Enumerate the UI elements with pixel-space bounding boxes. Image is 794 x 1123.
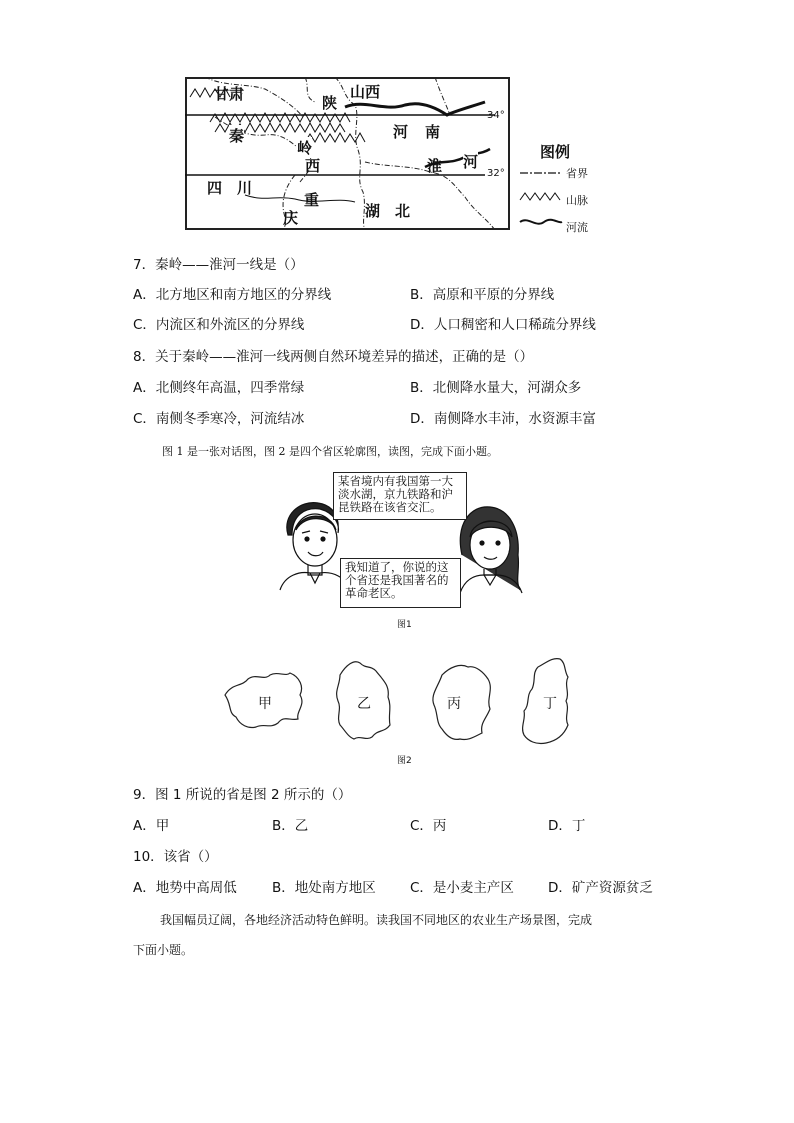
q10-stem: 10．该省（） — [133, 849, 218, 865]
q10-option-d: D．矿产资源贫乏 — [548, 880, 653, 896]
province-outline-bing — [433, 665, 490, 739]
q7-option-d: D．人口稠密和人口稀疏分界线 — [410, 317, 596, 333]
rivers — [245, 102, 490, 202]
girl-figure — [460, 507, 522, 593]
q9-option-d: D．丁 — [548, 818, 586, 834]
q8-stem: 8．关于秦岭——淮河一线两侧自然环境差异的描述，正确的是（） — [133, 349, 534, 365]
intro2-line1: 我国幅员辽阔，各地经济活动特色鲜明。读我国不同地区的农业生产场景图，完成 — [160, 913, 593, 927]
province-label-bing: 丙 — [447, 696, 461, 712]
label-huai: 淮 — [427, 157, 443, 175]
figure2-caption: 图2 — [397, 756, 412, 766]
q9-option-c: C．丙 — [410, 818, 447, 834]
figure1-caption: 图1 — [397, 620, 412, 630]
province-label-jia: 甲 — [258, 696, 272, 712]
label-henan-nan: 南 — [425, 123, 441, 141]
lat-34-label: 34° — [487, 110, 505, 121]
legend-boundary-label: 省界 — [566, 167, 588, 180]
label-xi: 西 — [305, 157, 321, 175]
q9-option-b: B．乙 — [272, 818, 309, 834]
legend-river-label: 河流 — [566, 221, 588, 234]
q7-stem: 7．秦岭——淮河一线是（） — [133, 257, 304, 273]
legend-mountain-symbol — [520, 193, 560, 200]
q7-option-c: C．内流区和外流区的分界线 — [133, 317, 305, 333]
figure2-province-outlines — [220, 655, 580, 750]
q9-stem: 9．图 1 所说的省是图 2 所示的（） — [133, 787, 352, 803]
girl-speech-bubble: 我知道了，你说的这个省还是我国著名的革命老区。 — [340, 558, 461, 608]
province-label-yi: 乙 — [357, 696, 371, 712]
label-river-he: 河 — [463, 153, 479, 171]
q8-option-b: B．北侧降水量大，河湖众多 — [410, 380, 582, 396]
label-qing: 庆 — [283, 209, 299, 227]
q10-option-a: A．地势中高周低 — [133, 880, 237, 896]
q8-option-d: D．南侧降水丰沛，水资源丰富 — [410, 411, 596, 427]
label-hubei: 湖 北 — [365, 202, 411, 220]
figure-intro: 图 1 是一张对话图，图 2 是四个省区轮廓图，读图，完成下面小题。 — [162, 445, 498, 458]
q7-option-b: B．高原和平原的分界线 — [410, 287, 555, 303]
legend-symbols — [518, 164, 564, 234]
label-qin: 秦 — [229, 127, 245, 145]
legend-mountain-label: 山脉 — [566, 194, 588, 207]
lat-32-label: 32° — [487, 168, 505, 179]
label-chong: 重 — [304, 191, 320, 209]
legend-title: 图例 — [540, 143, 571, 161]
label-henan-he: 河 — [393, 123, 409, 141]
label-gansu: 甘肃 — [214, 85, 245, 103]
q9-option-a: A．甲 — [133, 818, 170, 834]
q8-option-c: C．南侧冬季寒冷，河流结冰 — [133, 411, 305, 427]
q10-option-c: C．是小麦主产区 — [410, 880, 514, 896]
legend-river-symbol — [520, 220, 562, 224]
intro2-line2: 下面小题。 — [133, 943, 194, 957]
label-shaan: 陕 — [322, 94, 338, 112]
boy-speech-bubble: 某省境内有我国第一大淡水湖，京九铁路和沪昆铁路在该省交汇。 — [333, 472, 467, 520]
province-label-ding: 丁 — [543, 696, 557, 712]
q8-option-a: A．北侧终年高温，四季常绿 — [133, 380, 305, 396]
label-shanxi: 山西 — [350, 83, 381, 101]
label-sichuan: 四 川 — [207, 179, 253, 197]
q10-option-b: B．地处南方地区 — [272, 880, 376, 896]
q7-option-a: A．北方地区和南方地区的分界线 — [133, 287, 332, 303]
label-ling: 岭 — [297, 139, 313, 157]
